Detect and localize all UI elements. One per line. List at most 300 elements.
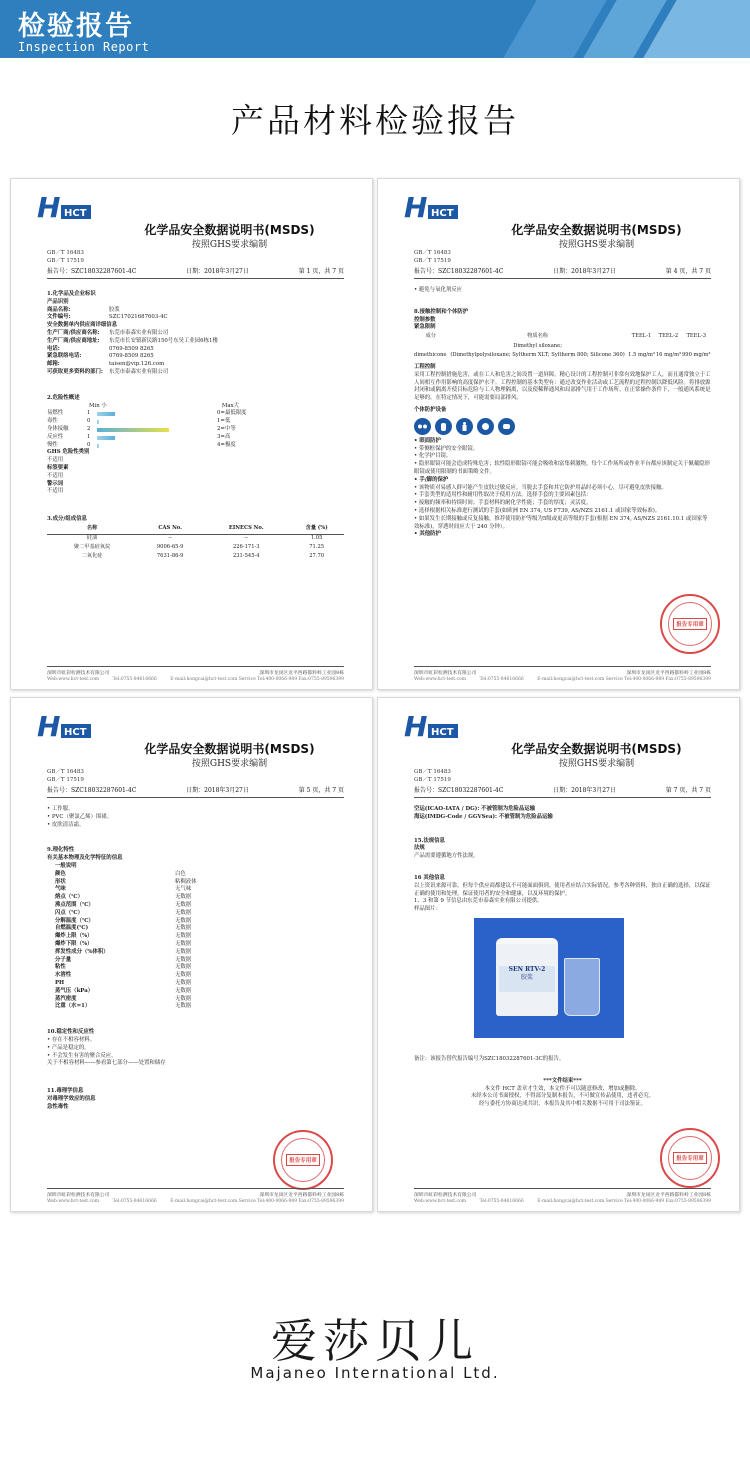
table-cell: 9006-65-9 [156,544,184,551]
hazard-bar [97,412,115,416]
msds-title: 化学品安全数据说明书(MSDS) [144,223,315,237]
brand-name-english: Majaneo International Ltd. [250,1364,500,1382]
property-row [55,980,344,988]
jar-label-text: SEN RTV-2 [508,965,546,973]
ghs-label: GHS 危险性类别 [47,449,90,456]
ghs-value: 不适用 [47,457,64,464]
footer-email: E-mail:hongcai@hct-test.com Service Tel:400-0066-989 Fax:0755-89596399 [170,1199,344,1204]
section-subtitle: 有关基本物理及化学特征的信息 [47,855,123,862]
eye-protection-icon [414,418,431,435]
ppe-icons [414,418,711,435]
standard-code: GB／T 17519 [47,777,84,783]
footer-email: E-mail:hongcai@hct-test.com Service Tel:400-0066-989 Fax:0755-89596399 [170,677,344,682]
page-body [414,287,711,539]
table-cell: Dimethyl siloxane; [513,342,562,349]
stamp-text: 报告专用章 [673,618,707,630]
standard-code: GB／T 16483 [414,769,451,775]
page-body [414,806,711,1109]
standard-code: GB／T 16483 [47,769,84,775]
table-cell: (Dimethylpolysiloxane; Syltherm XLT; Syltherm 800; Silicone 360) [450,351,625,358]
gloves-icon [435,418,452,435]
signal-word-label: 警示词 [47,480,64,487]
footer-address: 深圳市龙岗区龙平西路都料岭工业园8栋 [626,1193,711,1198]
info-value: SZC17021687603-4C [109,314,168,321]
standard-code: GB／T 17519 [414,258,451,264]
svg-text:H: H [404,710,428,742]
end-title: ***文件结束*** [543,1077,582,1084]
hazard-bar [97,444,99,448]
page-footer-contact [47,1199,344,1204]
info-key: 安全数据单内供应商详细信息 [47,322,118,329]
table-row [47,553,344,562]
official-stamp [660,594,720,654]
page-footer [414,666,711,676]
end-line: 经与委托方协商达成共识，本报告及其中相关数据不可用于司法鉴证。 [478,1101,647,1108]
table-header: 物质名称 [527,333,548,340]
section-title: 个体防护设备 [414,406,447,413]
info-row [47,353,344,361]
page-body [47,287,344,562]
svg-text:HCT: HCT [64,208,87,219]
info-row [47,346,344,354]
table-header: TEEL-2 [658,333,679,340]
exposure-table [414,332,711,360]
footer-tel: Tel:0755-84616666 [479,677,524,682]
page-body [47,806,344,1112]
property-value: 粘稠液体 [175,878,197,885]
stamp-text: 报告专用章 [286,1154,320,1166]
svg-text:HCT: HCT [64,727,87,738]
info-value: taisen@vip.126.com [109,361,165,368]
property-name: 自燃温度(℃) [55,925,89,932]
info-value: 胶浆 [109,306,120,313]
property-row [55,972,344,980]
composition-table [47,524,344,562]
info-key: 可获取更多资料的部门: [47,368,103,375]
report-number: 报告号：SZC18032287601-4C [414,787,504,794]
report-line [47,785,344,798]
footer-email: E-mail:hongcai@hct-test.com Service Tel:400-0066-989 Fax:0755-89596399 [537,677,711,682]
hazard-note: 2=中等 [217,425,236,432]
info-row [47,322,344,330]
standard-code: GB／T 17519 [414,777,451,783]
table-cell: 聚二甲基硅氧烷 [73,544,111,551]
property-name: 蒸气压（kPa） [55,987,94,994]
table-header: 含量 (%) [289,524,344,534]
standard-codes [414,768,451,784]
property-row [55,1003,344,1011]
hazard-label: 易燃性 [47,410,64,417]
info-key: 紧急联络电话: [47,353,82,360]
table-cell: 16 mg/m³ [655,351,682,358]
standard-code: GB／T 17519 [47,258,84,264]
info-row [47,330,344,338]
info-key: 文件编号: [47,314,71,321]
sample-jar [496,938,558,1016]
jar-label [499,966,555,992]
property-value: 无数据 [175,894,192,901]
stamp-text: 报告专用章 [673,1152,707,1164]
msds-page-7 [377,697,740,1212]
sample-label: 样品图片： [414,906,441,913]
footer-tel: Tel:0755-84616666 [112,677,157,682]
respirator-icon [477,418,494,435]
hazard-label: 毒性 [47,418,58,425]
table-header-row [47,524,344,534]
info-key: 生产厂商/供应商名称: [47,329,100,336]
section-title: 3.成分/组成信息 [47,516,87,523]
hct-logo-icon [37,191,93,223]
hazard-list [47,410,344,449]
table-header: 名称 [47,524,137,534]
report-line [414,785,711,798]
property-value: 无数据 [175,901,192,908]
info-value: 0769-8509 8265 [109,353,154,360]
table-cell: dimethicone [414,351,447,358]
list-item: • PVC（聚氯乙烯）围裙。 [47,813,113,820]
property-value: 无数据 [175,956,192,963]
table-cell: 27.70 [309,553,325,560]
table-row [47,534,344,543]
property-name: 形状 [55,878,66,885]
hazard-value: 0 [87,441,91,448]
banner-subtitle: Inspection Report [18,40,150,54]
page-label: 第 7 页，共 7 页 [665,787,711,794]
property-name: 颜色 [55,870,66,877]
svg-text:H: H [37,710,61,742]
info-row [47,307,344,315]
eye-protection-title: • 眼面防护 [414,437,441,444]
hazard-row [47,418,344,426]
property-value: 无数据 [175,1003,192,1010]
hct-logo-icon [404,710,460,742]
banner-title: 检验报告 [18,11,134,42]
property-name: 气味 [55,886,66,893]
property-name: 水溶性 [55,972,72,979]
section-subtitle: 急性毒性 [47,1103,69,1110]
property-row [55,957,344,965]
standard-codes [47,249,84,265]
info-value: 东莞市长安镇新民路150号东昊工业园6栋1楼 [109,337,218,344]
footer-company: 深圳市虹彩检测技术有限公司 [414,671,477,676]
page-footer [47,1188,344,1198]
footer-tel: Tel:0755-84616666 [112,1199,157,1204]
property-name: 比重（水=1） [55,1003,91,1010]
section-title: 11.毒理学信息 [47,1088,84,1095]
property-row [55,988,344,996]
list-item: • 隐形眼镜可能会造成特殊危害；软性隐形眼镜可能会吸收和富集刺激物。每个工作场所或作业平台都应该制定关于佩戴隐形眼镜或使用限制的书面策略文件。 [414,461,710,475]
property-row [55,949,344,957]
list-item: • 产品是稳定的。 [47,1044,90,1051]
table-header: CAS No. [137,524,203,534]
footer-company: 深圳市虹彩检测技术有限公司 [414,1193,477,1198]
section-subtitle: 产品识别 [47,298,69,305]
report-date: 日期：2018年3月27日 [553,268,616,275]
property-name: PH [55,979,65,986]
hazard-label: 反应性 [47,433,64,440]
info-key: 生产厂商/供应商地址: [47,337,100,344]
sea-transport: 海运(IMDG-Code / GGVSea): 不被管制为危险品运输 [414,813,553,820]
footer-tel: Tel:0755-84616666 [479,1199,524,1204]
msds-subtitle: 按照GHS要求编制 [191,240,268,250]
footer-company: 深圳市虹彩检测技术有限公司 [47,671,110,676]
msds-title: 化学品安全数据说明书(MSDS) [511,742,682,756]
report-line [47,266,344,279]
hct-logo-icon [404,191,460,223]
hazard-note: 0=最低限度 [217,410,247,417]
property-value: 无数据 [175,917,192,924]
hand-protection-title: • 手/脚的保护 [414,476,449,483]
properties-list [55,871,344,1011]
hazard-row [47,426,344,434]
section-title: 9.理化特性 [47,847,75,854]
info-key: 商品名称: [47,306,71,313]
official-stamp [273,1130,333,1190]
section-title: 工程控制 [414,363,436,370]
table-cell: 1.05 [310,535,323,542]
page-footer-contact [47,677,344,682]
list-item: • 该物质对易感人群可能产生皮肤过敏反应。当脱去手套和其它防护用品时必须小心，尽可避免皮肤接触。 [414,484,667,491]
other-info-text: 1、3 和第 9 节信息由东莞市泰森实业有限公司提供。 [414,898,543,905]
section-title: 10.稳定性和反应性 [47,1029,95,1036]
hazard-label: 慢性 [47,441,58,448]
hazard-note: 4=极度 [217,441,236,448]
footer-address: 深圳市龙岗区龙平西路都料岭工业园8栋 [259,671,344,676]
brand-name-chinese: 爱莎贝儿 [271,1314,479,1368]
end-line: 未经本公司书面授权，不得部分复制本报告，不可做宣传品使用，违者必究。 [470,1093,655,1100]
table-cell: -- [244,535,248,542]
intro-item: • 避免与氧化剂反应 [414,287,463,293]
property-value: 无数据 [175,979,192,986]
signal-word-value: 不适用 [47,488,64,495]
air-transport: 空运(ICAO-IATA / DG): 不被管制为危险品运输 [414,806,536,812]
property-value: 无数据 [175,948,192,955]
svg-text:H: H [404,191,428,223]
list-item: • 如果发生长期接触或反复接触，推荐使用防护等级为5级或更高等级的手套(根据 EN 374, AS/NZS 2161.10.1 或国家等效标准)，穿透时间应大于 240 分钟）。 [414,515,708,530]
hazard-max-label: Max大 [221,402,239,409]
table-cell: -- [168,535,172,542]
label-elements-label: 标签要素 [47,464,69,471]
property-row [55,902,344,910]
property-value: 无数据 [175,940,192,947]
hct-logo-icon [37,710,93,742]
footer-web: Web:www.hct-test.com [414,677,467,682]
footer-address: 深圳市龙岗区龙平西路都料岭工业园8栋 [259,1193,344,1198]
hazard-value: 1 [87,433,91,440]
end-line: 本文件 HCT 盖章才生效，本文件不可以随意修改、增加或删除。 [484,1085,641,1092]
table-header: EINECS No. [203,524,289,534]
footer-web: Web:www.hct-test.com [414,1199,467,1204]
page-footer [47,666,344,676]
property-name: 分子量 [55,956,72,963]
standard-codes [414,249,451,265]
info-key: 电话: [47,345,60,352]
msds-page-5 [10,697,373,1212]
table-header: TEEL-1 [631,333,652,340]
list-item: • 手套类型的适用性和耐用性取决于使用方法。选择手套的主要因素包括： [414,492,592,499]
hazard-value: 0 [87,418,91,425]
section-title: 16 其他信息 [414,874,445,881]
section-subtitle: 一般说明 [55,862,77,869]
table-header-row [414,332,711,342]
hazard-bar [97,436,115,440]
hazard-row [47,410,344,418]
page-footer-contact [414,1199,711,1204]
section-title: 8.接触控制和个体防护 [414,308,469,315]
table-cell: 1.5 mg/m³ [628,351,655,358]
property-row [55,879,344,887]
hazard-min-label: Min 小 [89,402,107,409]
property-value: 无气味 [175,886,192,893]
hazard-bar [97,420,99,424]
property-value: 无数据 [175,933,192,940]
svg-text:HCT: HCT [431,208,454,219]
page-footer-contact [414,677,711,682]
msds-title: 化学品安全数据说明书(MSDS) [511,223,682,237]
info-row [47,361,344,369]
svg-text:HCT: HCT [431,727,454,738]
property-value: 无数据 [175,995,192,1002]
page-label: 第 4 页，共 7 页 [665,268,711,275]
table-header: 成分 [425,333,436,340]
msds-page-4 [377,178,740,690]
msds-page-1 [10,178,373,690]
sample-cup [564,958,600,1016]
report-number: 报告号：SZC18032287601-4C [47,787,137,794]
property-row [55,941,344,949]
list-item: • 化学护目镜。 [414,453,452,460]
property-value: 无数据 [175,972,192,979]
table-cell: 硅油 [86,535,98,542]
section-title: 15.法规信息 [414,837,445,844]
footer-web: Web:www.hct-test.com [47,1199,100,1204]
page-title: 产品材料检验报告 [231,101,519,140]
property-value: 无数据 [175,964,192,971]
footer-web: Web:www.hct-test.com [47,677,100,682]
section-title: 2.危险性概述 [47,394,80,401]
label-elements-value: 不适用 [47,472,64,479]
hazard-value: 1 [87,410,91,417]
sample-photo [474,918,624,1038]
hazard-note: 1=低 [217,418,231,425]
other-info-text: 以上资讯来源可靠，但每个供应商都建议不可能面面俱到。使用者应结合实际情况，参考各种资料，独自正确的选择，以保证正确的使用和处理，保证使用者的安全和健康，以及环境的保护。 [414,882,711,897]
property-value: 白色 [175,870,186,877]
report-date: 日期：2018年3月27日 [553,787,616,794]
hazard-row [47,434,344,442]
property-value: 无数据 [175,925,192,932]
table-header: TEEL-3 [686,333,707,340]
page-label: 第 1 页，共 7 页 [298,268,344,275]
property-row [55,910,344,918]
list-item: • 带侧框保护的安全眼镜。 [414,445,479,452]
footer-email: E-mail:hongcai@hct-test.com Service Tel:400-0066-989 Fax:0755-89596399 [537,1199,711,1204]
table-row [47,544,344,553]
engineering-text: 采用工程控制措施危害，或在工人和危害之间设置一道屏障。精心设计的工程控制可非常有效地保护工人，而且通常独立于工人间相互作用影响的高度保护水平。工程控制的基本类型有：通过改变作业活动或工艺流程的过程控制以降低风险。将排放源封闭和或隔离开使目标危险与工人物理隔离，以及使稀释通风和局部排气用于工作场所。在正常操作条件下，一般通风系统是足够的。在特定情况下，可能需要局部排风。 [414,371,711,402]
footer-company: 深圳市虹彩检测技术有限公司 [47,1193,110,1198]
property-row [55,894,344,902]
property-name: 爆炸上限（%） [55,933,93,940]
msds-subtitle: 按照GHS要求编制 [191,759,268,769]
info-value: 东莞市泰森实业有限公司 [109,368,169,375]
list-item: • 工作服。 [47,806,74,812]
header-banner [0,0,750,58]
page-footer [414,1188,711,1198]
company-info [47,307,344,377]
info-value: 东莞市泰森实业有限公司 [109,329,169,336]
report-date: 日期：2018年3月27日 [186,268,249,275]
property-name: 粘性 [55,964,66,971]
list-item: • 存在不相容材料。 [47,1036,96,1043]
property-name: 沸点范围（℃） [55,901,94,908]
info-value [117,322,344,330]
list-item: • 接触的频率和持续时间；手套材料的耐化学性能；手套的厚度；灵活度。 [414,500,592,507]
section-subtitle: 法规 [414,845,425,852]
msds-subtitle: 按照GHS要求编制 [558,759,635,769]
svg-text:H: H [37,191,61,223]
table-cell: 71.25 [309,544,325,551]
property-name: 挥发性成分（%体积） [55,948,109,955]
protective-suit-icon [456,418,473,435]
report-date: 日期：2018年3月27日 [186,787,249,794]
hazard-label: 身体接触 [47,425,69,432]
property-name: 爆炸下限（%） [55,940,93,947]
section-subtitle: 紧急限制 [414,324,436,331]
property-row [55,886,344,894]
info-row [47,369,344,377]
standard-code: GB／T 16483 [414,250,451,256]
footer-address: 深圳市龙岗区龙平西路都料岭工业园8栋 [626,671,711,676]
section-title: 1.化学品及企业标识 [47,291,96,297]
hazard-note: 3=高 [217,433,231,440]
hazard-row [47,442,344,450]
section-subtitle: 控制参数 [414,316,436,323]
property-row [55,871,344,879]
report-number: 报告号：SZC18032287601-4C [47,268,137,275]
property-row [55,964,344,972]
table-cell: 231-545-4 [232,553,260,560]
report-note: 备注：该报告替代报告编号为SZC18032287601-3C的报告。 [414,1055,565,1062]
table-row [414,351,711,360]
jar-label-subtext: 胶浆 [520,973,533,981]
property-row [55,933,344,941]
report-line [414,266,711,279]
face-shield-icon [498,418,515,435]
property-row [55,925,344,933]
property-name: 分解温度（℃） [55,917,94,924]
hazard-value: 2 [87,425,91,432]
info-key: 邮箱: [47,361,60,368]
property-value: 无数据 [175,909,192,916]
list-item: • 不会发生有害的聚合反应。 [47,1052,117,1059]
table-row [414,342,711,351]
hazard-bar [97,428,169,432]
section-subtitle: 对毒理学效应的信息 [47,1095,96,1102]
msds-subtitle: 按照GHS要求编制 [558,240,635,250]
info-row [47,338,344,346]
table-cell: 226-171-3 [232,544,260,551]
standard-codes [47,768,84,784]
info-value: 0769-8509 8265 [109,345,154,352]
table-cell: 990 mg/m³ [681,351,711,358]
list-item: • 皮肤清洁霜。 [47,821,85,828]
regulation-text: 产品需要遵循地方性法规。 [414,853,479,860]
list-item: • 选择根据相关标准进行测试的手套(如欧洲 EN 374, US F739, AS/NZS 2161.1 或国家等效标准)。 [414,507,661,514]
page-label: 第 5 页，共 7 页 [298,787,344,794]
list-item: 关于不相容材料——参看第七部分——处置和储存 [47,1060,166,1067]
body-protection-title: • 其他防护 [414,531,441,538]
property-row [55,996,344,1004]
msds-title: 化学品安全数据说明书(MSDS) [144,742,315,756]
